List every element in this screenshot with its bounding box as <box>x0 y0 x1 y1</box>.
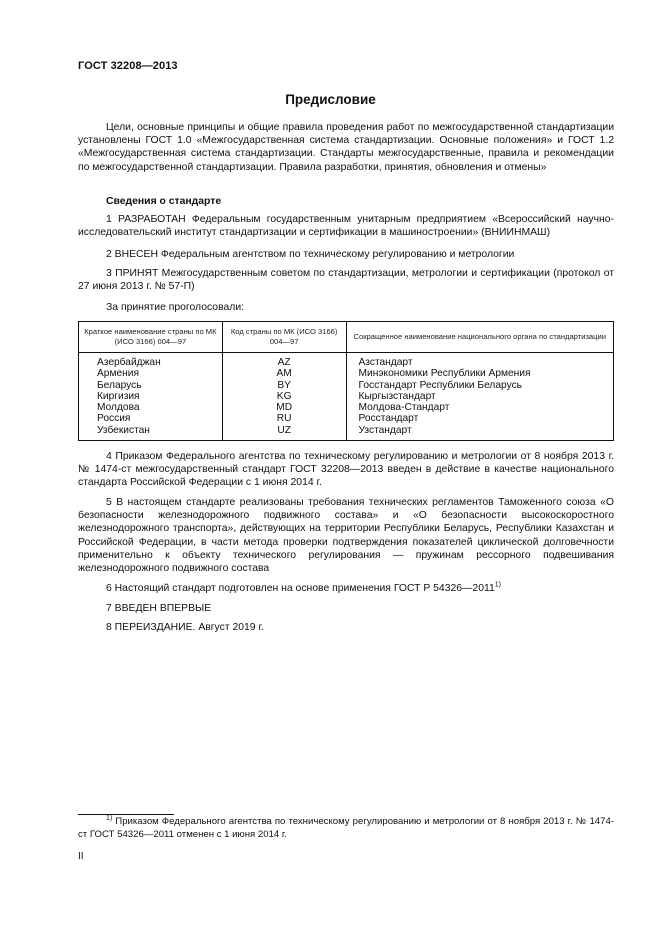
intro-block <box>78 121 614 174</box>
cell-body: Молдова-Стандарт <box>346 402 613 413</box>
cell-country: Армения <box>79 368 223 379</box>
item-2-block <box>78 248 614 261</box>
cell-body: Кыргызстандарт <box>346 391 613 402</box>
cell-body: Азстандарт <box>346 353 613 369</box>
page-title: Предисловие <box>285 92 376 107</box>
item-submitted: 2 ВНЕСЕН Федеральным агентством по техническому регулированию и метрологии <box>106 249 515 260</box>
cell-country: Узбекистан <box>79 425 223 441</box>
item-basis <box>78 582 614 595</box>
cell-code: MD <box>222 402 346 413</box>
page-number: II <box>78 851 84 862</box>
column-header-code: Код страны по МК (ИСО 3166) 004—97 <box>222 322 346 353</box>
item-7-block <box>78 602 614 615</box>
item-5-block <box>78 496 614 575</box>
item-first-time: 7 ВВЕДЕН ВПЕРВЫЕ <box>106 603 212 614</box>
footnote-ref: 1) <box>494 581 502 589</box>
item-order: 4 Приказом Федерального агентства по техническому регулированию и метрологии от 8 ноября 2013 г. № 1474-ст межгосударственный стандарт ГОСТ 32208—2013 введен в действие в качестве национального стандарта Российской Федерации с 1 июня 2014 г. <box>78 451 614 489</box>
item-developed: 1 РАЗРАБОТАН Федеральным государственным унитарным предприятием «Всероссийский научно-исследовательский институт стандартизации и сертификации в машиностроении» (ВНИИНМАШ) <box>78 214 614 239</box>
section-heading: Сведения о стандарте <box>106 196 222 207</box>
cell-code: AZ <box>222 353 346 369</box>
cell-code: AM <box>222 368 346 379</box>
table-row <box>79 402 614 413</box>
footnote-text: Приказом Федерального агентства по техническому регулированию и метрологии от 8 ноября 2013 г. № 1474-ст ГОСТ 54326—2011 отменен с 1 июня 2014 г. <box>78 816 614 840</box>
voted-block <box>78 301 614 314</box>
table-row <box>79 368 614 379</box>
cell-country: Молдова <box>79 402 223 413</box>
cell-code: UZ <box>222 425 346 441</box>
cell-country: Киргизия <box>79 391 223 402</box>
item-reissue: 8 ПЕРЕИЗДАНИЕ. Август 2019 г. <box>106 622 264 633</box>
document-header: ГОСТ 32208—2013 <box>78 60 178 72</box>
cell-code: BY <box>222 380 346 391</box>
intro-paragraph: Цели, основные принципы и общие правила проведения работ по межгосударственной стандартизации установлены ГОСТ 1.0 «Межгосударственная система стандартизации. Основные положения» и ГОСТ 1.2 «Межгосударственная система стандартизации. Стандарты межгосударственные, правила и рекомендации по межгосударственной стандартизации. Правила разработки, принятия, обновления и отмены» <box>78 122 614 173</box>
footnote <box>78 816 614 841</box>
cell-body: Госстандарт Республики Беларусь <box>346 380 613 391</box>
table-header-row <box>79 322 614 353</box>
item-8-block <box>78 621 614 634</box>
footnote-divider <box>78 814 174 815</box>
voting-countries-table <box>78 321 614 441</box>
cell-code: KG <box>222 391 346 402</box>
cell-country: Россия <box>79 413 223 424</box>
item-3-block <box>78 267 614 293</box>
table-row <box>79 413 614 424</box>
item-regulations: 5 В настоящем стандарте реализованы требования технических регламентов Таможенного союза «О безопасности железнодорожного подвижного состава» и «О безопасности высокоскоростного железнодорожного транспорта», действующих на территории Республики Беларусь, Республики Казахстан и Российской Федерации, в части метода проверки подтверждения показателей циклической долговечности применительно к объекту технического регулирования — пружинам рессорного подвешивания железнодорожного подвижного состава <box>78 497 614 575</box>
table-row <box>79 380 614 391</box>
item-adopted: 3 ПРИНЯТ Межгосударственным советом по стандартизации, метрологии и сертификации (протокол от 27 июня 2013 г. № 57-П) <box>78 268 614 293</box>
cell-body: Узстандарт <box>346 425 613 441</box>
cell-body: Минэкономики Республики Армения <box>346 368 613 379</box>
table-row <box>79 391 614 402</box>
column-header-body: Сокращенное наименование национального органа по стандартизации <box>346 322 613 353</box>
column-header-country: Краткое наименование страны по МК (ИСО 3166) 004—97 <box>79 322 223 353</box>
cell-country: Беларусь <box>79 380 223 391</box>
cell-code: RU <box>222 413 346 424</box>
item-1-block <box>78 213 614 239</box>
table-row <box>79 353 614 369</box>
table-row <box>79 425 614 441</box>
voted-label: За принятие проголосовали: <box>106 302 245 313</box>
footnote-paragraph <box>78 816 614 841</box>
footnote-marker: 1) <box>106 814 113 822</box>
item-4-block <box>78 450 614 490</box>
cell-body: Росстандарт <box>346 413 613 424</box>
section-heading-block <box>78 195 614 208</box>
cell-country: Азербайджан <box>79 353 223 369</box>
item-6-block <box>78 582 614 595</box>
item-basis-text: 6 Настоящий стандарт подготовлен на основе применения ГОСТ Р 54326—2011 <box>106 583 495 594</box>
